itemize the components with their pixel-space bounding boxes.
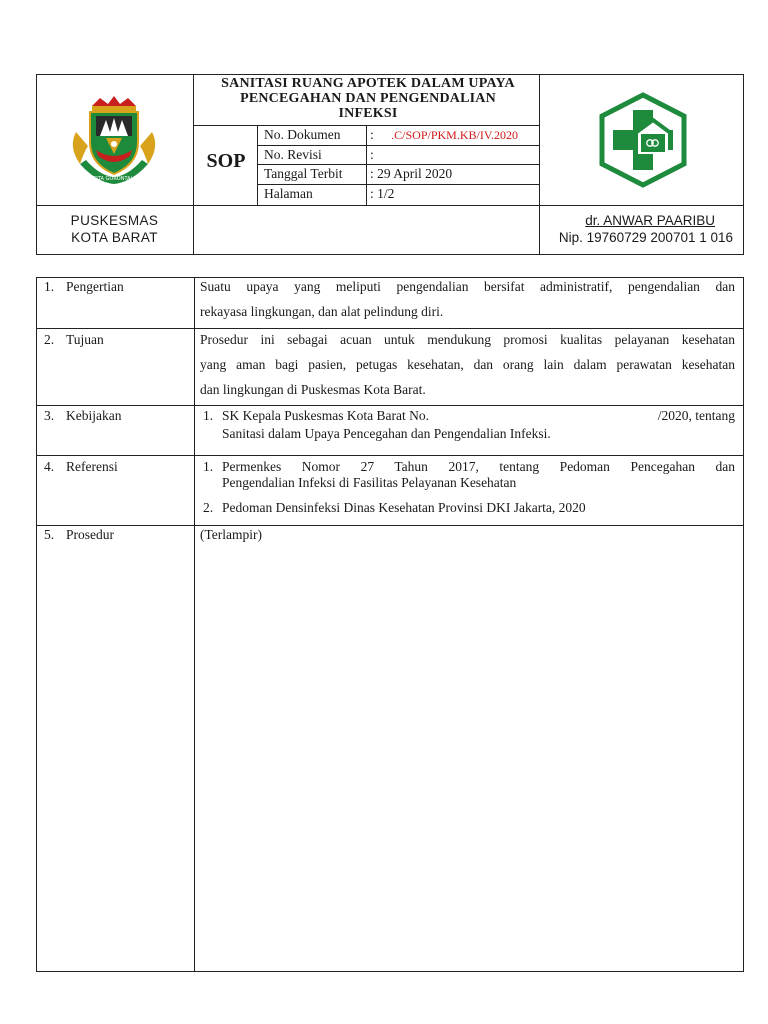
signer-name: dr. ANWAR PAARIBU bbox=[585, 213, 715, 228]
kebijakan-sk-left: SK Kepala Puskesmas Kota Barat No. bbox=[222, 408, 429, 423]
referensi-item-number: 2. bbox=[203, 500, 214, 515]
meta-key-dokumen: No. Dokumen bbox=[264, 127, 341, 142]
meta-key-halaman: Halaman bbox=[264, 186, 313, 201]
pengertian-line-1: Suatu upaya yang meliputi pengendalian bersifat administratif, pengendalian dan bbox=[200, 279, 735, 294]
tujuan-line-2: yang aman bagi pasien, petugas kesehatan, dan orang lain dalam perawatan kesehatan bbox=[200, 357, 735, 372]
section-title-tujuan: Tujuan bbox=[66, 332, 104, 347]
meta-sep: : bbox=[370, 186, 374, 201]
referensi-item-1-line-1: Permenkes Nomor 27 Tahun 2017, tentang Pedoman Pencegahan dan bbox=[222, 459, 735, 474]
section-title-kebijakan: Kebijakan bbox=[66, 408, 122, 423]
meta-value-tanggal bbox=[370, 165, 452, 183]
meta-value-dokumen bbox=[370, 126, 518, 144]
kebijakan-sk-right: /2020, tentang bbox=[657, 408, 735, 423]
meta-sep: : bbox=[370, 166, 374, 181]
kebijakan-item-line-1 bbox=[222, 408, 735, 424]
title-line-3: INFEKSI bbox=[338, 106, 398, 121]
prosedur-text: (Terlampir) bbox=[200, 527, 263, 542]
puskesmas-logo-icon bbox=[598, 92, 688, 188]
institution-line-2: KOTA BARAT bbox=[71, 230, 158, 245]
kebijakan-item-number: 1. bbox=[203, 408, 214, 423]
tujuan-line-3: dan lingkungan di Puskesmas Kota Barat. bbox=[200, 382, 426, 397]
section-number: 4. bbox=[44, 459, 55, 474]
meta-key-revisi: No. Revisi bbox=[264, 147, 322, 162]
institution-line-1: PUSKESMAS bbox=[70, 213, 159, 228]
meta-value-revisi bbox=[370, 146, 374, 164]
kebijakan-item-line-2: Sanitasi dalam Upaya Pencegahan dan Pengendalian Infeksi. bbox=[222, 426, 551, 441]
meta-sep: : bbox=[370, 147, 374, 162]
title-line-2: PENCEGAHAN DAN PENGENDALIAN bbox=[240, 91, 496, 106]
section-number: 5. bbox=[44, 527, 55, 542]
referensi-item-number: 1. bbox=[203, 459, 214, 474]
sop-label: SOP bbox=[206, 150, 246, 172]
meta-value-halaman bbox=[370, 185, 394, 203]
referensi-item-2-line-1: Pedoman Densinfeksi Dinas Kesehatan Provinsi DKI Jakarta, 2020 bbox=[222, 500, 586, 515]
section-number: 1. bbox=[44, 279, 55, 294]
section-title-prosedur: Prosedur bbox=[66, 527, 114, 542]
issue-date: 29 April 2020 bbox=[377, 166, 453, 181]
page-number: 1/2 bbox=[377, 186, 395, 201]
kota-gorontalo-emblem-icon bbox=[66, 92, 162, 188]
signer-nip: Nip. 19760729 200701 1 016 bbox=[558, 230, 733, 245]
doc-number: .C/SOP/PKM.KB/IV.2020 bbox=[391, 128, 518, 142]
section-number: 3. bbox=[44, 408, 55, 423]
section-title-pengertian: Pengertian bbox=[66, 279, 124, 294]
referensi-item-1-line-2: Pengendalian Infeksi di Fasilitas Pelayanan Kesehatan bbox=[222, 475, 517, 490]
section-title-referensi: Referensi bbox=[66, 459, 118, 474]
tujuan-line-1: Prosedur ini sebagai acuan untuk mendukung promosi kualitas pelayanan kesehatan bbox=[200, 332, 735, 347]
emblem-ribbon-text: KOTA GORONTALO bbox=[90, 176, 138, 182]
pengertian-line-2: rekayasa lingkungan, dan alat pelindung diri. bbox=[200, 304, 444, 319]
meta-sep: : bbox=[370, 127, 374, 142]
title-line-1: SANITASI RUANG APOTEK DALAM UPAYA bbox=[221, 76, 515, 91]
meta-key-tanggal: Tanggal Terbit bbox=[264, 166, 343, 181]
document-title bbox=[196, 76, 540, 121]
section-number: 2. bbox=[44, 332, 55, 347]
